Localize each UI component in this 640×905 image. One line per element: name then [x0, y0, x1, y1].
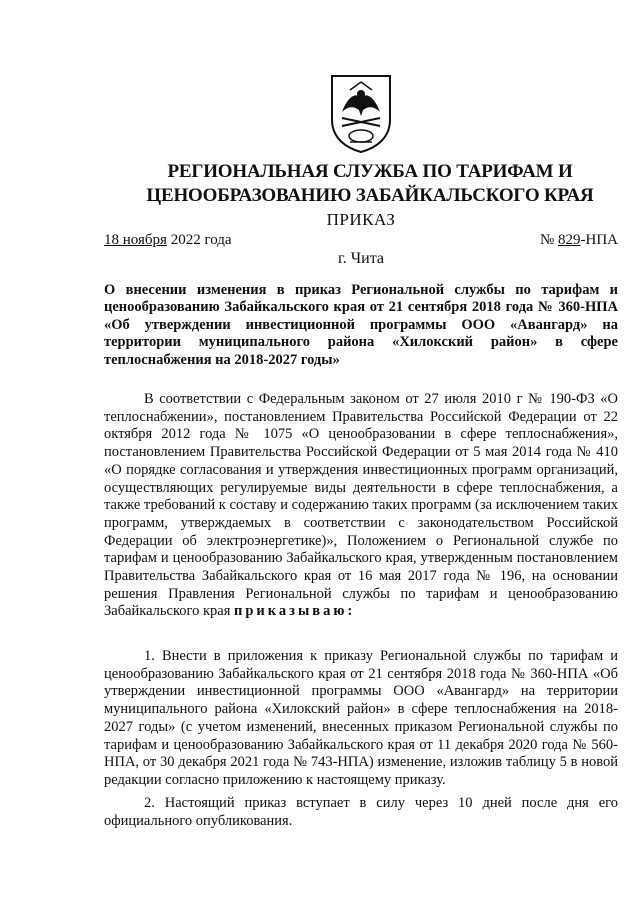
preamble-text: В соответствии с Федеральным законом от 27 июля 2010 г № 190-ФЗ «О теплоснабжении», постановлением Правительства Российской Федерации от 22 октября 2012 года № 1075 «О ценообразовании в сфере теплоснабжения», постановлением Правительства Российской Федерации от 5 мая 2014 года № 410 «О порядке согласования и утверждения инвестиционных программ организаций, осуществляющих регулируемые виды деятельности в сфере теплоснабжения, а также требований к составу и содержанию таких программ (за исключением таких программ, утверждаемых в соответствии с законодательством Российской Федерации об электроэнергетике)», Положением о Региональной службе по тарифам и ценообразованию Забайкальского края, утвержденным постановлением Правительства Забайкальского края от 16 мая 2017 года № 196, на основании решения Правления Региональной службы по тарифам и ценообразованию Забайкальского края	[104, 391, 618, 620]
document-city: г. Чита	[337, 250, 384, 267]
number-value: 829	[558, 232, 581, 248]
order-word: приказываю:	[234, 603, 356, 620]
item-1-paragraph: 1. Внести в приложения к приказу Региональной службы по тарифам и ценообразованию Забайкальского края от 21 сентября 2018 года № 360-НПА «Об утверждении инвестиционной программы ООО «Авангард» на территории муниципального района «Хилокский район» в сфере теплоснабжения на 2018-2027 годы» (с учетом изменений, внесенных приказом Региональной службы по тарифам и ценообразованию Забайкальского края от 11 декабря 2020 года № 560-НПА, от 30 декабря 2021 года № 743-НПА) изменение, изложив таблицу 5 в новой редакции согласно приложению к настоящему приказу.	[104, 648, 618, 788]
coat-of-arms-icon	[328, 74, 394, 154]
item-2-paragraph: 2. Настоящий приказ вступает в силу через 10 дней после дня его официального опубликования.	[104, 795, 618, 829]
document-type: ПРИКАЗ	[326, 210, 396, 229]
number-prefix: №	[539, 232, 558, 248]
number-suffix: -НПА	[580, 232, 618, 248]
document-date	[104, 232, 232, 249]
organization-line-1: РЕГИОНАЛЬНАЯ СЛУЖБА ПО ТАРИФАМ И	[167, 161, 573, 182]
preamble-paragraph	[104, 391, 618, 621]
date-day-month: 18 ноября	[104, 232, 167, 248]
document-title: О внесении изменения в приказ Региональной службы по тарифам и ценообразованию Забайкальского края от 21 сентября 2018 года № 360-НПА «Об утверждении инвестиционной программы ООО «Авангард» на территории муниципального района «Хилокский район» в сфере теплоснабжения на 2018-2027 годы»	[104, 282, 618, 368]
date-year: 2022 года	[166, 232, 232, 248]
organization-name	[100, 160, 640, 208]
organization-line-2: ЦЕНООБРАЗОВАНИЮ ЗАБАЙКАЛЬСКОГО КРАЯ	[146, 185, 594, 206]
document-number	[540, 232, 618, 249]
